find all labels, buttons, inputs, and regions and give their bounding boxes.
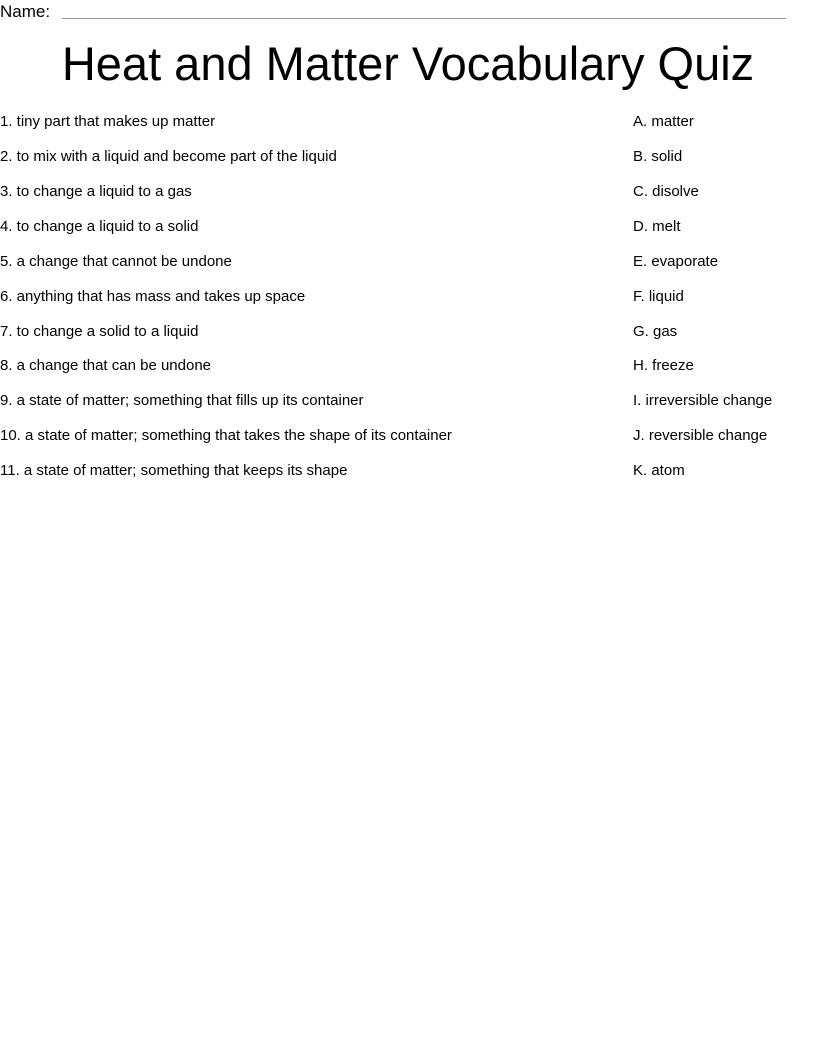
- question-item: 10. a state of matter; something that takes the shape of its container: [0, 427, 452, 444]
- page-title: Heat and Matter Vocabulary Quiz: [61, 37, 755, 90]
- answer-item: D. melt: [633, 218, 681, 235]
- answer-item: C. disolve: [633, 183, 699, 200]
- name-input-line[interactable]: [62, 18, 786, 19]
- question-item: 2. to mix with a liquid and become part of the liquid: [0, 148, 337, 165]
- answer-item: F. liquid: [633, 288, 684, 305]
- question-item: 7. to change a solid to a liquid: [0, 323, 199, 340]
- answer-item: E. evaporate: [633, 253, 719, 270]
- question-item: 4. to change a liquid to a solid: [0, 218, 199, 235]
- answer-item: I. irreversible change: [633, 392, 773, 409]
- answer-item: G. gas: [633, 323, 678, 340]
- question-item: 6. anything that has mass and takes up space: [0, 288, 306, 305]
- question-item: 9. a state of matter; something that fills up its container: [0, 392, 364, 409]
- answer-item: K. atom: [633, 462, 685, 479]
- question-item: 8. a change that can be undone: [0, 357, 212, 374]
- name-field: [0, 0, 50, 22]
- answer-item: H. freeze: [633, 357, 694, 374]
- answer-item: A. matter: [633, 113, 694, 130]
- question-item: 5. a change that cannot be undone: [0, 253, 232, 270]
- name-label: Name:: [0, 2, 51, 21]
- question-item: 3. to change a liquid to a gas: [0, 183, 192, 200]
- answer-item: B. solid: [633, 148, 683, 165]
- question-item: 1. tiny part that makes up matter: [0, 113, 216, 130]
- question-item: 11. a state of matter; something that keeps its shape: [0, 462, 348, 479]
- answer-item: J. reversible change: [633, 427, 768, 444]
